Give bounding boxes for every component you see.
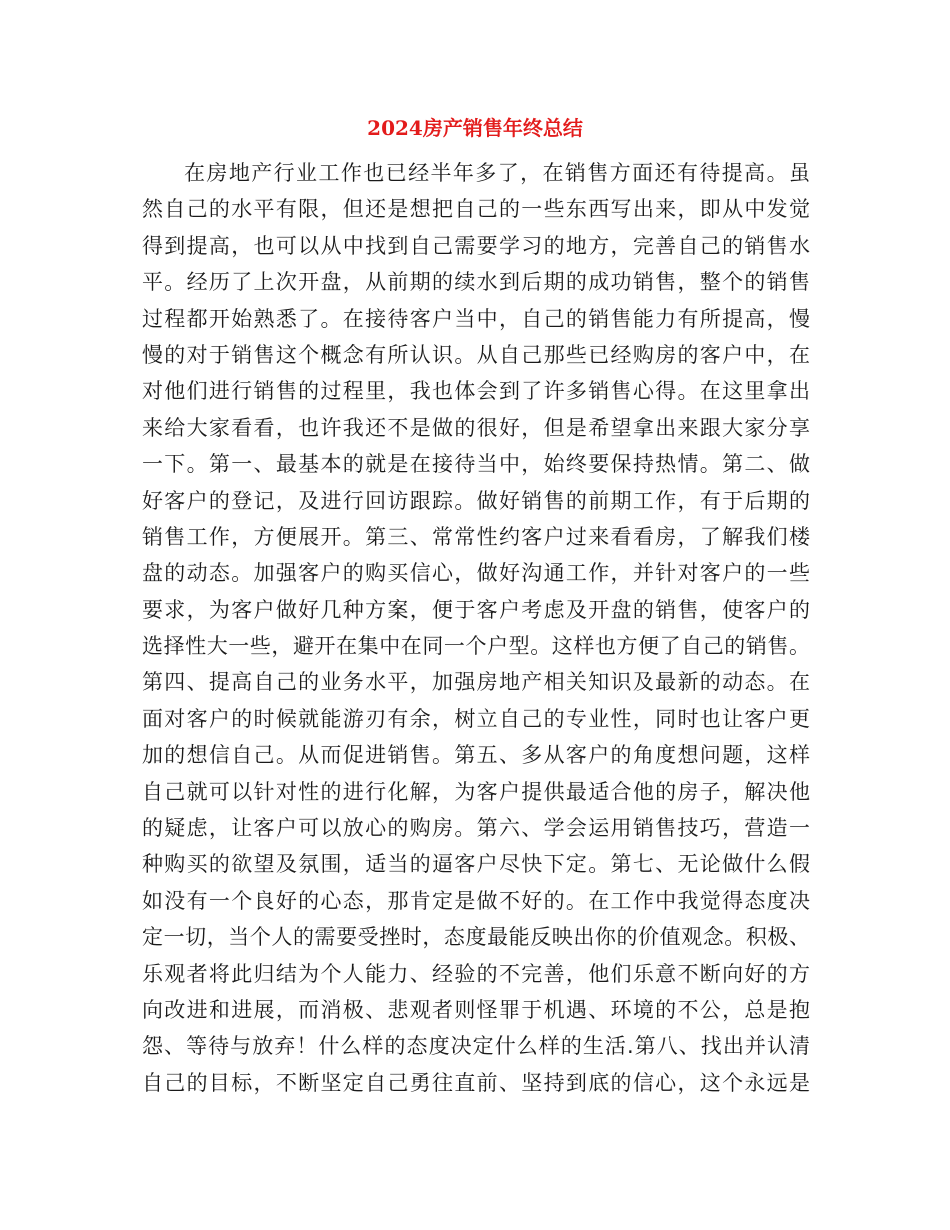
body-line: 如没有一个良好的心态，那肯定是做不好的。在工作中我觉得态度决 (142, 888, 810, 913)
body-line: 乐观者将此归结为个人能力、经验的不完善，他们乐意不断向好的方 (142, 961, 810, 986)
body-line: 面对客户的时候就能游刃有余，树立自己的专业性，同时也让客户更 (142, 706, 810, 731)
document-title: 2024房产销售年终总结 (367, 116, 583, 140)
body-line: 平。经历了上次开盘，从前期的续水到后期的成功销售，整个的销售 (142, 270, 810, 295)
body-line: 好客户的登记，及进行回访跟踪。做好销售的前期工作，有于后期的 (142, 488, 810, 513)
body-line: 对他们进行销售的过程里，我也体会到了许多销售心得。在这里拿出 (142, 379, 810, 404)
body-line: 定一切，当个人的需要受挫时，态度最能反映出你的价值观念。积极、 (142, 925, 810, 950)
body-line: 一下。第一、最基本的就是在接待当中，始终要保持热情。第二、做 (142, 452, 810, 477)
body-line: 过程都开始熟悉了。在接待客户当中，自己的销售能力有所提高，慢 (142, 306, 810, 331)
body-line: 的疑虑，让客户可以放心的购房。第六、学会运用销售技巧，营造一 (142, 816, 810, 841)
document-body (142, 155, 810, 1101)
body-line: 销售工作，方便展开。第三、常常性约客户过来看看房，了解我们楼 (142, 524, 810, 549)
body-line: 来给大家看看，也许我还不是做的很好，但是希望拿出来跟大家分享 (142, 415, 810, 440)
body-line: 种购买的欲望及氛围，适当的逼客户尽快下定。第七、无论做什么假 (142, 852, 810, 877)
body-line: 慢的对于销售这个概念有所认识。从自己那些已经购房的客户中，在 (142, 342, 810, 367)
body-line: 自己的目标，不断坚定自己勇往直前、坚持到底的信心，这个永远是 (142, 1070, 810, 1095)
body-line: 向改进和进展，而消极、悲观者则怪罪于机遇、环境的不公，总是抱 (142, 997, 810, 1022)
body-line: 加的想信自己。从而促进销售。第五、多从客户的角度想问题，这样 (142, 743, 810, 768)
body-line: 在房地产行业工作也已经半年多了，在销售方面还有待提高。虽 (184, 161, 810, 185)
body-line: 第四、提高自己的业务水平，加强房地产相关知识及最新的动态。在 (142, 670, 810, 695)
body-line: 然自己的水平有限，但还是想把自己的一些东西写出来，即从中发觉 (142, 197, 810, 222)
body-line: 要求，为客户做好几种方案，便于客户考虑及开盘的销售，使客户的 (142, 597, 810, 622)
body-line: 盘的动态。加强客户的购买信心，做好沟通工作，并针对客户的一些 (142, 561, 810, 586)
body-line: 选择性大一些，避开在集中在同一个户型。这样也方便了自己的销售。 (142, 634, 810, 659)
body-line: 怨、等待与放弃！什么样的态度决定什么样的生活.第八、找出并认清 (142, 1034, 810, 1059)
body-line: 得到提高，也可以从中找到自己需要学习的地方，完善自己的销售水 (142, 233, 810, 258)
body-line: 自己就可以针对性的进行化解，为客户提供最适合他的房子，解决他 (142, 779, 810, 804)
